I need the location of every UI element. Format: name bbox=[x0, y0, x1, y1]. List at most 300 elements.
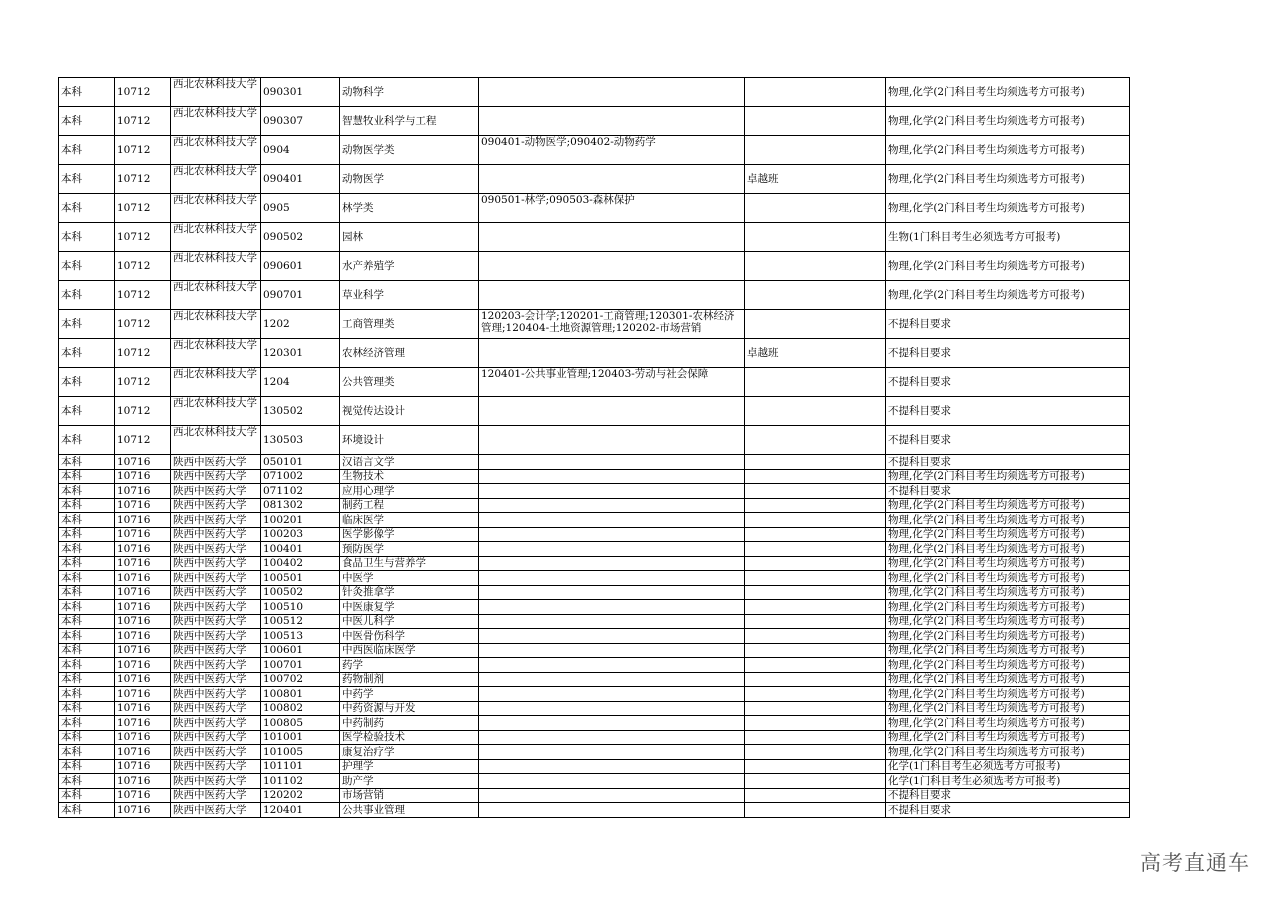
school-code-cell: 10712 bbox=[115, 136, 171, 165]
major-code-cell: 120202 bbox=[261, 788, 340, 803]
subject-requirement-cell: 物理,化学(2门科目考生均须选考方可报考) bbox=[886, 585, 1130, 600]
table-row bbox=[59, 803, 1130, 818]
included-majors-cell bbox=[479, 614, 745, 629]
school-name-cell: 陕西中医药大学 bbox=[171, 701, 261, 716]
subject-requirement-cell: 不提科目要求 bbox=[886, 803, 1130, 818]
major-code-cell: 100805 bbox=[261, 716, 340, 731]
school-name-cell: 陕西中医药大学 bbox=[171, 745, 261, 760]
included-majors-cell: 090401-动物医学;090402-动物药学 bbox=[479, 136, 745, 165]
school-name-cell: 西北农林科技大学 bbox=[171, 223, 261, 252]
included-majors-cell bbox=[479, 629, 745, 644]
level-cell: 本科 bbox=[59, 585, 115, 600]
major-code-cell: 100802 bbox=[261, 701, 340, 716]
school-name-cell: 西北农林科技大学 bbox=[171, 339, 261, 368]
table-row bbox=[59, 397, 1130, 426]
level-cell: 本科 bbox=[59, 397, 115, 426]
note-cell bbox=[745, 513, 886, 528]
table-row bbox=[59, 643, 1130, 658]
note-cell bbox=[745, 745, 886, 760]
subject-requirement-cell: 物理,化学(2门科目考生均须选考方可报考) bbox=[886, 281, 1130, 310]
major-code-cell: 090601 bbox=[261, 252, 340, 281]
major-code-cell: 081302 bbox=[261, 498, 340, 513]
school-code-cell: 10716 bbox=[115, 745, 171, 760]
school-code-cell: 10716 bbox=[115, 614, 171, 629]
school-code-cell: 10716 bbox=[115, 774, 171, 789]
major-code-cell: 100501 bbox=[261, 571, 340, 586]
included-majors-cell bbox=[479, 672, 745, 687]
major-code-cell: 0905 bbox=[261, 194, 340, 223]
subject-requirement-cell: 物理,化学(2门科目考生均须选考方可报考) bbox=[886, 614, 1130, 629]
level-cell: 本科 bbox=[59, 484, 115, 499]
included-majors-cell bbox=[479, 397, 745, 426]
school-name-cell: 西北农林科技大学 bbox=[171, 310, 261, 339]
level-cell: 本科 bbox=[59, 716, 115, 731]
note-cell bbox=[745, 672, 886, 687]
included-majors-cell bbox=[479, 513, 745, 528]
included-majors-cell bbox=[479, 803, 745, 818]
major-code-cell: 100701 bbox=[261, 658, 340, 673]
level-cell: 本科 bbox=[59, 730, 115, 745]
major-code-cell: 100512 bbox=[261, 614, 340, 629]
major-name-cell: 中药制药 bbox=[340, 716, 479, 731]
major-code-cell: 100702 bbox=[261, 672, 340, 687]
school-code-cell: 10716 bbox=[115, 643, 171, 658]
level-cell: 本科 bbox=[59, 571, 115, 586]
major-code-cell: 101005 bbox=[261, 745, 340, 760]
included-majors-cell bbox=[479, 600, 745, 615]
major-name-cell: 环境设计 bbox=[340, 426, 479, 455]
level-cell: 本科 bbox=[59, 368, 115, 397]
level-cell: 本科 bbox=[59, 643, 115, 658]
table-row bbox=[59, 194, 1130, 223]
note-cell bbox=[745, 556, 886, 571]
table-row bbox=[59, 223, 1130, 252]
included-majors-cell bbox=[479, 339, 745, 368]
major-code-cell: 050101 bbox=[261, 455, 340, 470]
school-name-cell: 陕西中医药大学 bbox=[171, 716, 261, 731]
major-name-cell: 公共管理类 bbox=[340, 368, 479, 397]
major-name-cell: 中医儿科学 bbox=[340, 614, 479, 629]
school-name-cell: 陕西中医药大学 bbox=[171, 643, 261, 658]
school-name-cell: 陕西中医药大学 bbox=[171, 600, 261, 615]
major-name-cell: 药物制剂 bbox=[340, 672, 479, 687]
included-majors-cell: 120401-公共事业管理;120403-劳动与社会保障 bbox=[479, 368, 745, 397]
table-row bbox=[59, 281, 1130, 310]
major-name-cell: 水产养殖学 bbox=[340, 252, 479, 281]
major-name-cell: 工商管理类 bbox=[340, 310, 479, 339]
school-name-cell: 陕西中医药大学 bbox=[171, 556, 261, 571]
school-name-cell: 西北农林科技大学 bbox=[171, 165, 261, 194]
note-cell bbox=[745, 469, 886, 484]
note-cell bbox=[745, 426, 886, 455]
school-name-cell: 西北农林科技大学 bbox=[171, 107, 261, 136]
note-cell bbox=[745, 484, 886, 499]
subject-requirement-cell: 物理,化学(2门科目考生均须选考方可报考) bbox=[886, 252, 1130, 281]
major-code-cell: 100201 bbox=[261, 513, 340, 528]
note-cell bbox=[745, 107, 886, 136]
major-name-cell: 康复治疗学 bbox=[340, 745, 479, 760]
note-cell bbox=[745, 368, 886, 397]
major-name-cell: 应用心理学 bbox=[340, 484, 479, 499]
included-majors-cell bbox=[479, 585, 745, 600]
school-name-cell: 陕西中医药大学 bbox=[171, 455, 261, 470]
school-name-cell: 陕西中医药大学 bbox=[171, 774, 261, 789]
note-cell bbox=[745, 455, 886, 470]
school-name-cell: 西北农林科技大学 bbox=[171, 78, 261, 107]
included-majors-cell bbox=[479, 745, 745, 760]
major-code-cell: 090502 bbox=[261, 223, 340, 252]
included-majors-cell bbox=[479, 788, 745, 803]
major-name-cell: 公共事业管理 bbox=[340, 803, 479, 818]
included-majors-cell bbox=[479, 730, 745, 745]
school-name-cell: 陕西中医药大学 bbox=[171, 484, 261, 499]
school-code-cell: 10716 bbox=[115, 672, 171, 687]
major-code-cell: 090701 bbox=[261, 281, 340, 310]
school-name-cell: 陕西中医药大学 bbox=[171, 571, 261, 586]
watermark: 高考直通车 bbox=[1140, 851, 1250, 875]
note-cell bbox=[745, 498, 886, 513]
included-majors-cell bbox=[479, 498, 745, 513]
subject-requirement-cell: 物理,化学(2门科目考生均须选考方可报考) bbox=[886, 701, 1130, 716]
school-name-cell: 陕西中医药大学 bbox=[171, 730, 261, 745]
school-name-cell: 西北农林科技大学 bbox=[171, 426, 261, 455]
level-cell: 本科 bbox=[59, 701, 115, 716]
major-name-cell: 园林 bbox=[340, 223, 479, 252]
included-majors-cell bbox=[479, 774, 745, 789]
school-code-cell: 10712 bbox=[115, 78, 171, 107]
school-code-cell: 10716 bbox=[115, 730, 171, 745]
subject-requirement-cell: 不提科目要求 bbox=[886, 484, 1130, 499]
level-cell: 本科 bbox=[59, 629, 115, 644]
subject-requirement-cell: 物理,化学(2门科目考生均须选考方可报考) bbox=[886, 643, 1130, 658]
subject-requirement-cell: 不提科目要求 bbox=[886, 368, 1130, 397]
subject-requirement-cell: 物理,化学(2门科目考生均须选考方可报考) bbox=[886, 658, 1130, 673]
level-cell: 本科 bbox=[59, 469, 115, 484]
major-name-cell: 食品卫生与营养学 bbox=[340, 556, 479, 571]
major-name-cell: 草业科学 bbox=[340, 281, 479, 310]
school-code-cell: 10716 bbox=[115, 687, 171, 702]
level-cell: 本科 bbox=[59, 745, 115, 760]
table-row bbox=[59, 788, 1130, 803]
school-code-cell: 10712 bbox=[115, 252, 171, 281]
level-cell: 本科 bbox=[59, 759, 115, 774]
school-code-cell: 10716 bbox=[115, 585, 171, 600]
note-cell bbox=[745, 252, 886, 281]
note-cell bbox=[745, 788, 886, 803]
included-majors-cell bbox=[479, 484, 745, 499]
school-name-cell: 陕西中医药大学 bbox=[171, 527, 261, 542]
table-row bbox=[59, 687, 1130, 702]
included-majors-cell bbox=[479, 223, 745, 252]
major-code-cell: 120301 bbox=[261, 339, 340, 368]
level-cell: 本科 bbox=[59, 455, 115, 470]
table-row bbox=[59, 368, 1130, 397]
subject-requirement-cell: 物理,化学(2门科目考生均须选考方可报考) bbox=[886, 672, 1130, 687]
major-name-cell: 中医骨伤科学 bbox=[340, 629, 479, 644]
table-body bbox=[59, 78, 1130, 818]
school-name-cell: 西北农林科技大学 bbox=[171, 397, 261, 426]
major-code-cell: 090401 bbox=[261, 165, 340, 194]
note-cell bbox=[745, 527, 886, 542]
note-cell bbox=[745, 136, 886, 165]
table-row bbox=[59, 339, 1130, 368]
subject-requirement-cell: 物理,化学(2门科目考生均须选考方可报考) bbox=[886, 107, 1130, 136]
school-code-cell: 10712 bbox=[115, 310, 171, 339]
subject-requirement-cell: 不提科目要求 bbox=[886, 788, 1130, 803]
school-code-cell: 10716 bbox=[115, 455, 171, 470]
major-name-cell: 护理学 bbox=[340, 759, 479, 774]
major-name-cell: 汉语言文学 bbox=[340, 455, 479, 470]
note-cell: 卓越班 bbox=[745, 165, 886, 194]
major-name-cell: 中药资源与开发 bbox=[340, 701, 479, 716]
table-row bbox=[59, 716, 1130, 731]
subject-requirement-cell: 物理,化学(2门科目考生均须选考方可报考) bbox=[886, 78, 1130, 107]
major-name-cell: 动物科学 bbox=[340, 78, 479, 107]
table-row bbox=[59, 469, 1130, 484]
school-code-cell: 10712 bbox=[115, 281, 171, 310]
major-name-cell: 临床医学 bbox=[340, 513, 479, 528]
note-cell: 卓越班 bbox=[745, 339, 886, 368]
major-name-cell: 智慧牧业科学与工程 bbox=[340, 107, 479, 136]
note-cell bbox=[745, 281, 886, 310]
level-cell: 本科 bbox=[59, 78, 115, 107]
table-row bbox=[59, 136, 1130, 165]
school-name-cell: 西北农林科技大学 bbox=[171, 136, 261, 165]
included-majors-cell bbox=[479, 571, 745, 586]
included-majors-cell bbox=[479, 759, 745, 774]
school-code-cell: 10712 bbox=[115, 194, 171, 223]
major-name-cell: 中医学 bbox=[340, 571, 479, 586]
school-code-cell: 10716 bbox=[115, 658, 171, 673]
subject-requirement-cell: 物理,化学(2门科目考生均须选考方可报考) bbox=[886, 498, 1130, 513]
school-code-cell: 10716 bbox=[115, 600, 171, 615]
included-majors-cell bbox=[479, 426, 745, 455]
included-majors-cell bbox=[479, 252, 745, 281]
note-cell bbox=[745, 730, 886, 745]
subject-requirement-cell: 物理,化学(2门科目考生均须选考方可报考) bbox=[886, 730, 1130, 745]
major-code-cell: 090301 bbox=[261, 78, 340, 107]
table-row bbox=[59, 527, 1130, 542]
note-cell bbox=[745, 716, 886, 731]
level-cell: 本科 bbox=[59, 658, 115, 673]
note-cell bbox=[745, 310, 886, 339]
school-name-cell: 陕西中医药大学 bbox=[171, 585, 261, 600]
note-cell bbox=[745, 629, 886, 644]
subject-requirement-cell: 不提科目要求 bbox=[886, 397, 1130, 426]
subject-requirement-cell: 物理,化学(2门科目考生均须选考方可报考) bbox=[886, 716, 1130, 731]
level-cell: 本科 bbox=[59, 687, 115, 702]
included-majors-cell bbox=[479, 107, 745, 136]
school-code-cell: 10712 bbox=[115, 107, 171, 136]
included-majors-cell bbox=[479, 716, 745, 731]
subject-requirement-cell: 物理,化学(2门科目考生均须选考方可报考) bbox=[886, 194, 1130, 223]
table-row bbox=[59, 252, 1130, 281]
included-majors-cell bbox=[479, 78, 745, 107]
level-cell: 本科 bbox=[59, 788, 115, 803]
school-name-cell: 陕西中医药大学 bbox=[171, 759, 261, 774]
subject-requirement-cell: 物理,化学(2门科目考生均须选考方可报考) bbox=[886, 556, 1130, 571]
major-name-cell: 医学影像学 bbox=[340, 527, 479, 542]
major-name-cell: 预防医学 bbox=[340, 542, 479, 557]
included-majors-cell bbox=[479, 701, 745, 716]
school-code-cell: 10712 bbox=[115, 339, 171, 368]
table-row bbox=[59, 165, 1130, 194]
school-name-cell: 西北农林科技大学 bbox=[171, 368, 261, 397]
school-name-cell: 陕西中医药大学 bbox=[171, 614, 261, 629]
note-cell bbox=[745, 78, 886, 107]
subject-requirement-cell: 物理,化学(2门科目考生均须选考方可报考) bbox=[886, 600, 1130, 615]
included-majors-cell bbox=[479, 643, 745, 658]
school-code-cell: 10716 bbox=[115, 513, 171, 528]
table-row bbox=[59, 585, 1130, 600]
table-row bbox=[59, 745, 1130, 760]
subject-requirement-cell: 不提科目要求 bbox=[886, 310, 1130, 339]
school-name-cell: 陕西中医药大学 bbox=[171, 672, 261, 687]
major-name-cell: 助产学 bbox=[340, 774, 479, 789]
major-code-cell: 130502 bbox=[261, 397, 340, 426]
school-code-cell: 10716 bbox=[115, 803, 171, 818]
school-name-cell: 陕西中医药大学 bbox=[171, 542, 261, 557]
major-code-cell: 100510 bbox=[261, 600, 340, 615]
school-name-cell: 西北农林科技大学 bbox=[171, 281, 261, 310]
major-code-cell: 100801 bbox=[261, 687, 340, 702]
level-cell: 本科 bbox=[59, 107, 115, 136]
major-code-cell: 0904 bbox=[261, 136, 340, 165]
level-cell: 本科 bbox=[59, 614, 115, 629]
included-majors-cell bbox=[479, 556, 745, 571]
included-majors-cell bbox=[479, 542, 745, 557]
major-name-cell: 生物技术 bbox=[340, 469, 479, 484]
school-code-cell: 10716 bbox=[115, 498, 171, 513]
level-cell: 本科 bbox=[59, 194, 115, 223]
major-code-cell: 100203 bbox=[261, 527, 340, 542]
level-cell: 本科 bbox=[59, 527, 115, 542]
note-cell bbox=[745, 397, 886, 426]
subject-requirement-cell: 物理,化学(2门科目考生均须选考方可报考) bbox=[886, 513, 1130, 528]
note-cell bbox=[745, 687, 886, 702]
major-name-cell: 医学检验技术 bbox=[340, 730, 479, 745]
major-code-cell: 071102 bbox=[261, 484, 340, 499]
included-majors-cell bbox=[479, 687, 745, 702]
school-name-cell: 陕西中医药大学 bbox=[171, 803, 261, 818]
note-cell bbox=[745, 643, 886, 658]
school-name-cell: 陕西中医药大学 bbox=[171, 687, 261, 702]
note-cell bbox=[745, 614, 886, 629]
note-cell bbox=[745, 542, 886, 557]
school-code-cell: 10716 bbox=[115, 556, 171, 571]
table-row bbox=[59, 600, 1130, 615]
subject-requirement-cell: 物理,化学(2门科目考生均须选考方可报考) bbox=[886, 745, 1130, 760]
level-cell: 本科 bbox=[59, 252, 115, 281]
level-cell: 本科 bbox=[59, 672, 115, 687]
table-row bbox=[59, 614, 1130, 629]
major-name-cell: 动物医学类 bbox=[340, 136, 479, 165]
major-code-cell: 100401 bbox=[261, 542, 340, 557]
subject-requirement-cell: 化学(1门科目考生必须选考方可报考) bbox=[886, 759, 1130, 774]
major-code-cell: 101101 bbox=[261, 759, 340, 774]
level-cell: 本科 bbox=[59, 165, 115, 194]
level-cell: 本科 bbox=[59, 136, 115, 165]
school-code-cell: 10716 bbox=[115, 484, 171, 499]
level-cell: 本科 bbox=[59, 339, 115, 368]
subject-requirement-cell: 物理,化学(2门科目考生均须选考方可报考) bbox=[886, 687, 1130, 702]
school-code-cell: 10712 bbox=[115, 426, 171, 455]
subject-requirement-cell: 生物(1门科目考生必须选考方可报考) bbox=[886, 223, 1130, 252]
major-name-cell: 中药学 bbox=[340, 687, 479, 702]
level-cell: 本科 bbox=[59, 542, 115, 557]
table-row bbox=[59, 542, 1130, 557]
note-cell bbox=[745, 585, 886, 600]
included-majors-cell bbox=[479, 165, 745, 194]
table-row bbox=[59, 672, 1130, 687]
subject-requirement-cell: 化学(1门科目考生必须选考方可报考) bbox=[886, 774, 1130, 789]
major-name-cell: 中西医临床医学 bbox=[340, 643, 479, 658]
table-row bbox=[59, 78, 1130, 107]
school-name-cell: 陕西中医药大学 bbox=[171, 658, 261, 673]
level-cell: 本科 bbox=[59, 498, 115, 513]
school-code-cell: 10716 bbox=[115, 571, 171, 586]
level-cell: 本科 bbox=[59, 281, 115, 310]
included-majors-cell bbox=[479, 527, 745, 542]
school-code-cell: 10716 bbox=[115, 788, 171, 803]
table-row bbox=[59, 730, 1130, 745]
school-code-cell: 10716 bbox=[115, 716, 171, 731]
major-name-cell: 林学类 bbox=[340, 194, 479, 223]
major-name-cell: 药学 bbox=[340, 658, 479, 673]
major-code-cell: 120401 bbox=[261, 803, 340, 818]
school-code-cell: 10716 bbox=[115, 469, 171, 484]
enrollment-requirements-table bbox=[58, 77, 1130, 818]
level-cell: 本科 bbox=[59, 223, 115, 252]
major-code-cell: 101001 bbox=[261, 730, 340, 745]
subject-requirement-cell: 物理,化学(2门科目考生均须选考方可报考) bbox=[886, 629, 1130, 644]
table-row bbox=[59, 426, 1130, 455]
table-row bbox=[59, 774, 1130, 789]
major-name-cell: 市场营销 bbox=[340, 788, 479, 803]
major-name-cell: 制药工程 bbox=[340, 498, 479, 513]
school-name-cell: 西北农林科技大学 bbox=[171, 194, 261, 223]
subject-requirement-cell: 物理,化学(2门科目考生均须选考方可报考) bbox=[886, 469, 1130, 484]
school-code-cell: 10716 bbox=[115, 759, 171, 774]
major-name-cell: 中医康复学 bbox=[340, 600, 479, 615]
school-code-cell: 10712 bbox=[115, 165, 171, 194]
school-code-cell: 10716 bbox=[115, 542, 171, 557]
major-name-cell: 动物医学 bbox=[340, 165, 479, 194]
included-majors-cell bbox=[479, 469, 745, 484]
table-row bbox=[59, 484, 1130, 499]
note-cell bbox=[745, 223, 886, 252]
major-code-cell: 100513 bbox=[261, 629, 340, 644]
subject-requirement-cell: 不提科目要求 bbox=[886, 426, 1130, 455]
subject-requirement-cell: 物理,化学(2门科目考生均须选考方可报考) bbox=[886, 542, 1130, 557]
school-name-cell: 陕西中医药大学 bbox=[171, 788, 261, 803]
major-name-cell: 针灸推拿学 bbox=[340, 585, 479, 600]
school-code-cell: 10716 bbox=[115, 629, 171, 644]
school-name-cell: 陕西中医药大学 bbox=[171, 513, 261, 528]
school-code-cell: 10712 bbox=[115, 368, 171, 397]
subject-requirement-cell: 物理,化学(2门科目考生均须选考方可报考) bbox=[886, 527, 1130, 542]
note-cell bbox=[745, 803, 886, 818]
note-cell bbox=[745, 658, 886, 673]
table-row bbox=[59, 455, 1130, 470]
subject-requirement-cell: 物理,化学(2门科目考生均须选考方可报考) bbox=[886, 165, 1130, 194]
major-code-cell: 100502 bbox=[261, 585, 340, 600]
level-cell: 本科 bbox=[59, 556, 115, 571]
table-row bbox=[59, 556, 1130, 571]
table-row bbox=[59, 571, 1130, 586]
school-name-cell: 西北农林科技大学 bbox=[171, 252, 261, 281]
major-code-cell: 090307 bbox=[261, 107, 340, 136]
